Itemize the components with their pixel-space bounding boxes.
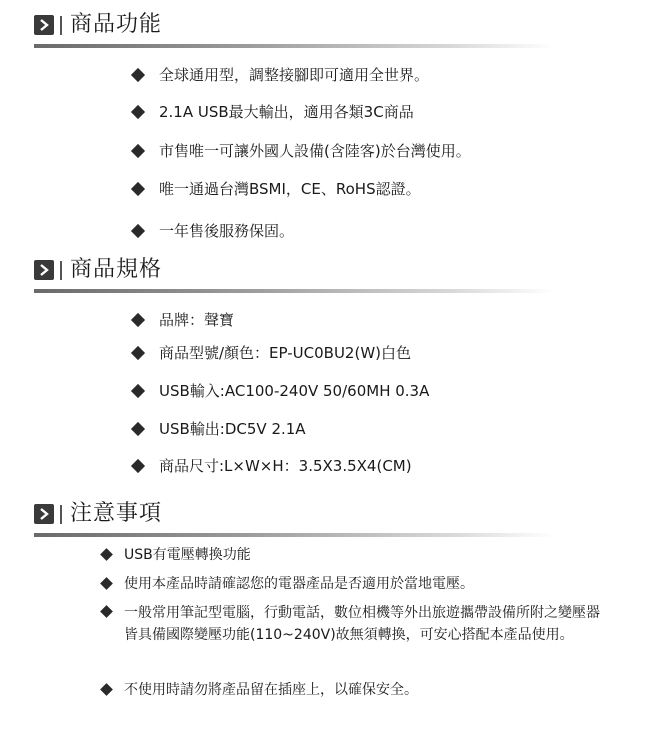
diamond-bullet-icon: [131, 422, 145, 436]
section-title: 商品功能: [70, 12, 163, 37]
chevron-right-icon: [34, 504, 54, 524]
diamond-bullet-icon: [100, 605, 113, 618]
chevron-right-icon: [34, 15, 54, 35]
section-underline: [34, 533, 554, 537]
diamond-bullet-icon: [131, 105, 145, 119]
section-header-notes: [34, 499, 554, 533]
diamond-bullet-icon: [100, 577, 113, 590]
diamond-bullet-icon: [131, 224, 145, 238]
section-header-features: [34, 10, 554, 44]
diamond-bullet-icon: [131, 384, 145, 398]
chevron-right-icon: [34, 260, 54, 280]
section-title: 注意事項: [70, 501, 163, 526]
section-divider-bar: [60, 505, 62, 524]
diamond-bullet-icon: [131, 346, 145, 360]
diamond-bullet-icon: [131, 313, 145, 327]
diamond-bullet-icon: [131, 68, 145, 82]
section-title: 商品規格: [70, 257, 163, 282]
section-header-specs: [34, 255, 554, 289]
diamond-bullet-icon: [131, 459, 145, 473]
diamond-bullet-icon: [100, 683, 113, 696]
section-underline: [34, 289, 554, 293]
section-divider-bar: [60, 261, 62, 280]
section-divider-bar: [60, 16, 62, 35]
section-underline: [34, 44, 554, 48]
diamond-bullet-icon: [131, 182, 145, 196]
diamond-bullet-icon: [131, 144, 145, 158]
diamond-bullet-icon: [100, 548, 113, 561]
